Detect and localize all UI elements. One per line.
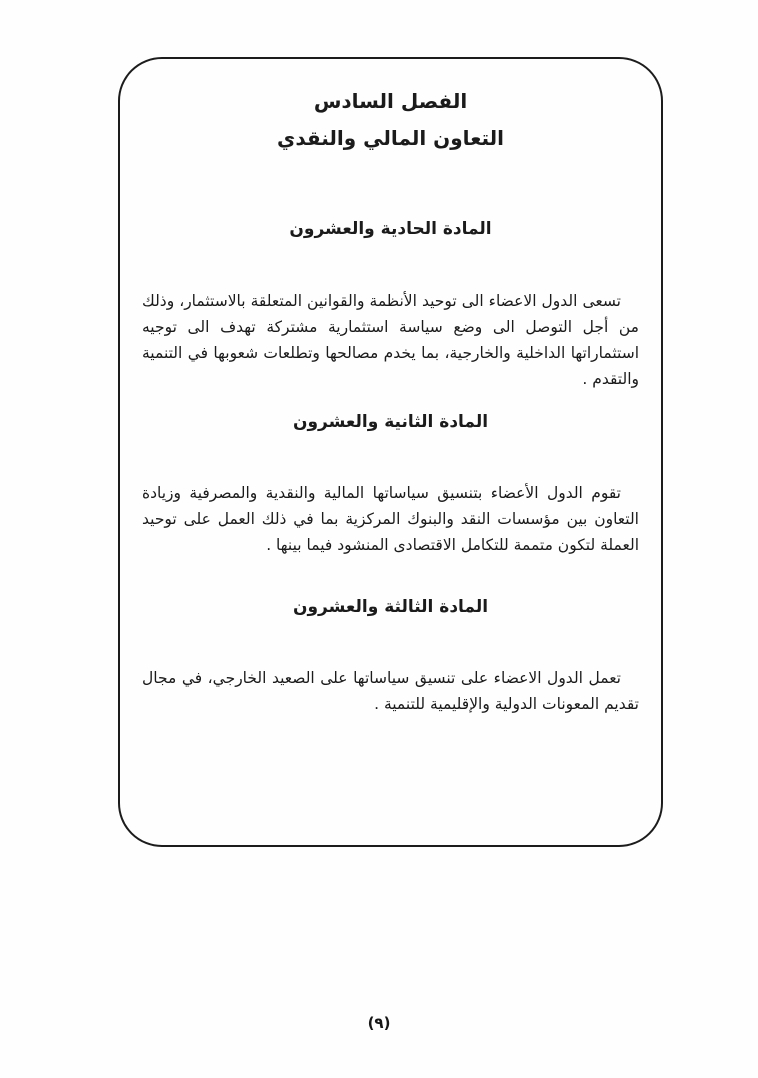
chapter-title: الفصل السادس	[313, 89, 468, 113]
article-21-body: تسعى الدول الاعضاء الى توحيد الأنظمة والقوانين المتعلقة بالاستثمار، وذلك من أجل التوصل الى وضع سياسة استثمارية مشتركة تهدف الى توجيه استثماراتها الداخلية والخارجية، بما يخدم مصالحها وتطلعات شعوبها في التنمية والتقدم .	[142, 291, 639, 388]
article-23-heading: المادة الثالثة والعشرون	[292, 597, 489, 617]
chapter-subtitle: التعاون المالي والنقدي	[276, 126, 505, 150]
article-22-body: تقوم الدول الأعضاء بتنسيق سياساتها المالية والنقدية والمصرفية وزيادة التعاون بين مؤسسات النقد والبنوك المركزية بما في ذلك العمل على توحيد العملة لتكون متممة للتكامل الاقتصادى المنشود فيما بينها .	[142, 483, 639, 554]
article-22-heading: المادة الثانية والعشرون	[292, 412, 489, 432]
chapter-title-block	[120, 83, 661, 157]
document-border-frame	[118, 57, 663, 847]
page-number: (٩)	[367, 1014, 391, 1032]
article-21-heading: المادة الحادية والعشرون	[289, 219, 492, 239]
article-23-body: تعمل الدول الاعضاء على تنسيق سياساتها على الصعيد الخارجي، في مجال تقديم المعونات الدولية والإقليمية للتنمية .	[142, 668, 639, 713]
